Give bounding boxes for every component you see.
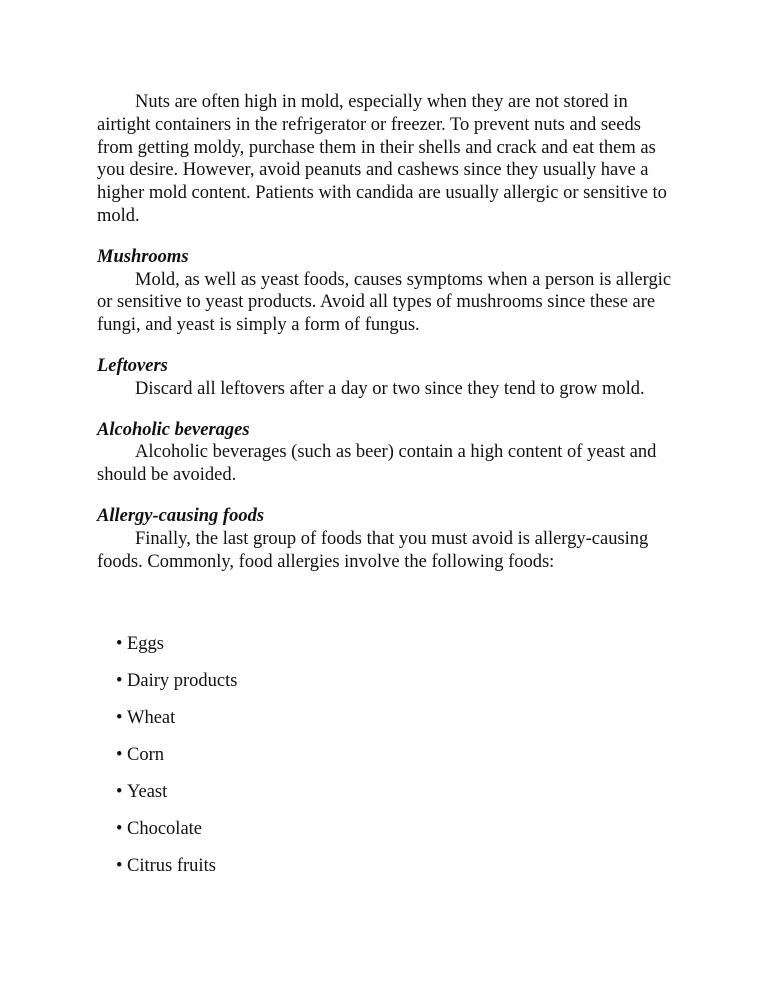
list-item (116, 855, 237, 892)
intro-paragraph: Nuts are often high in mold, especially when they are not stored in airtight containers in the refrigerator or freezer. To prevent nuts and seeds from getting moldy, purchase them in their shells and crack and eat them as you desire. However, avoid peanuts and cashews since they usually have a higher mold content. Patients with candida are usually allergic or sensitive to mold. (97, 92, 667, 226)
bullet-marker: • (116, 671, 123, 691)
bullet-marker: • (116, 782, 123, 802)
list-item (116, 818, 237, 855)
list-item-label: Corn (127, 745, 164, 765)
list-item (116, 744, 237, 781)
section-body-mushrooms: Mold, as well as yeast foods, causes symptoms when a person is allergic or sensitive to yeast products. Avoid all types of mushrooms since these are fungi, and yeast is simply a form of fungus. (97, 269, 672, 336)
list-item-label: Chocolate (127, 819, 203, 839)
bullet-marker: • (116, 634, 123, 654)
section-heading-alcoholic-beverages: Alcoholic beverages (97, 419, 250, 440)
list-item (116, 633, 237, 670)
list-item (116, 670, 237, 707)
bullet-marker: • (116, 856, 123, 876)
list-item-label: Wheat (127, 708, 176, 728)
list-item-label: Eggs (127, 634, 164, 654)
section-heading-mushrooms: Mushrooms (97, 246, 189, 267)
section-heading-leftovers: Leftovers (97, 355, 168, 376)
section-body-alcoholic-beverages: Alcoholic beverages (such as beer) contain a high content of yeast and should be avoided. (97, 442, 657, 486)
bullet-marker: • (116, 708, 123, 728)
section-body-leftovers: Discard all leftovers after a day or two since they tend to grow mold. (135, 378, 645, 399)
list-item-label: Citrus fruits (127, 856, 216, 876)
food-allergy-list (116, 633, 237, 892)
bullet-marker: • (116, 745, 123, 765)
section-body-allergy-causing-foods: Finally, the last group of foods that you must avoid is allergy-causing foods. Commonly, food allergies involve the following foods: (97, 528, 649, 572)
list-item (116, 781, 237, 818)
bullet-marker: • (116, 819, 123, 839)
list-item (116, 707, 237, 744)
section-heading-allergy-causing-foods: Allergy-causing foods (97, 505, 265, 526)
list-item-label: Dairy products (127, 671, 238, 691)
list-item-label: Yeast (127, 782, 168, 802)
document-body (97, 91, 677, 573)
